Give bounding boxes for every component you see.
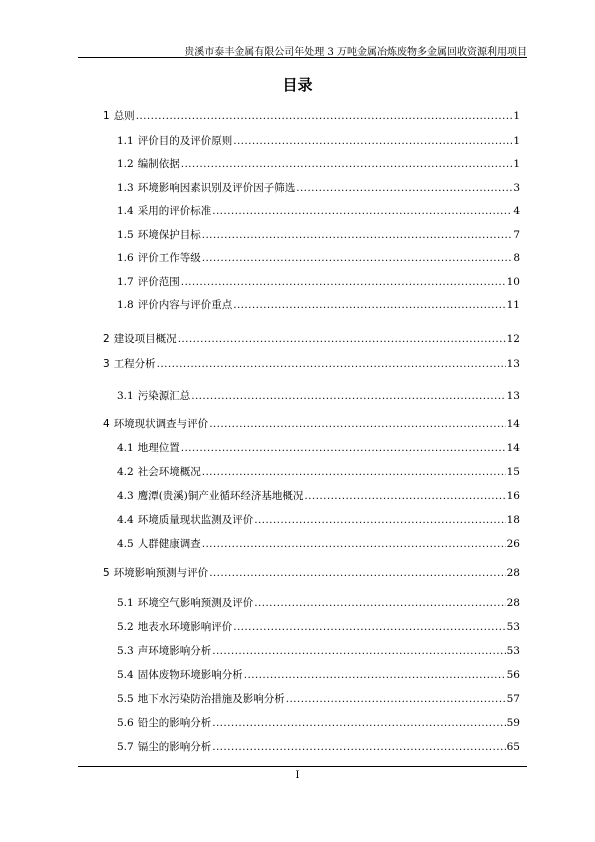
toc-entry[interactable] xyxy=(103,332,520,346)
toc-entry-page: 65 xyxy=(506,741,520,753)
header-text: 贵溪市泰丰金属有限公司年处理 3 万吨金属冶炼废物多金属回收资源利用项目 xyxy=(184,47,527,58)
toc-entry-label: 环境保护目标 xyxy=(137,229,201,241)
toc-entry-label: 建设项目概况 xyxy=(113,333,177,345)
toc-entry-number: 5.1 xyxy=(117,597,134,609)
toc-entry-number: 5.7 xyxy=(117,741,134,753)
toc-entry-page: 16 xyxy=(506,490,520,502)
toc-entry-page: 12 xyxy=(506,333,520,345)
toc-entry[interactable] xyxy=(117,537,520,551)
toc-entry-label: 环境影响因素识别及评价因子筛选 xyxy=(137,182,296,194)
toc-leader-dots xyxy=(212,716,505,730)
toc-entry-label: 鹰潭(贵溪)铜产业循环经济基地概况 xyxy=(137,490,304,502)
toc-entry[interactable] xyxy=(103,417,520,431)
toc-leader-dots xyxy=(202,465,506,479)
toc-leader-dots xyxy=(136,109,513,123)
toc-entry-page: 7 xyxy=(513,229,520,241)
toc-entry-label: 人群健康调查 xyxy=(137,538,201,550)
toc-entry[interactable] xyxy=(117,275,520,289)
toc-entry-label: 评价工作等级 xyxy=(137,252,201,264)
toc-entry[interactable] xyxy=(117,251,520,265)
toc-leader-dots xyxy=(254,513,505,527)
toc-leader-dots xyxy=(181,157,513,171)
toc-entry[interactable] xyxy=(117,620,520,634)
toc-entry-page: 28 xyxy=(506,597,520,609)
toc-entry-number: 3.1 xyxy=(117,390,134,402)
toc-entry-number: 4.1 xyxy=(117,442,134,454)
toc-entry[interactable] xyxy=(117,157,520,171)
toc-entry-label: 评价目的及评价原则 xyxy=(137,135,233,147)
toc-entry-number: 5 xyxy=(103,567,110,579)
toc-leader-dots xyxy=(178,332,506,346)
toc-entry-label: 地表水环境影响评价 xyxy=(137,621,233,633)
toc-entry-page: 11 xyxy=(506,299,520,311)
toc-entry-label: 评价范围 xyxy=(137,276,180,288)
toc-entry[interactable] xyxy=(117,513,520,527)
toc-entry-page: 14 xyxy=(506,418,520,430)
toc-entry-label: 环境影响预测与评价 xyxy=(113,567,209,579)
toc-entry-label: 编制依据 xyxy=(137,158,180,170)
toc-leader-dots xyxy=(202,228,513,242)
toc-entry[interactable] xyxy=(117,740,520,754)
toc-leader-dots xyxy=(212,204,512,218)
header-divider xyxy=(78,57,527,58)
toc-entry-page: 57 xyxy=(506,693,520,705)
toc-entry-label: 社会环境概况 xyxy=(137,466,201,478)
footer-page-number: I xyxy=(295,770,300,781)
toc-entry-page: 59 xyxy=(506,717,520,729)
toc-entry-page: 1 xyxy=(513,158,520,170)
toc-entry-number: 1.3 xyxy=(117,182,134,194)
toc-entry[interactable] xyxy=(117,204,520,218)
toc-entry-page: 53 xyxy=(506,621,520,633)
toc-entry-number: 4 xyxy=(103,418,110,430)
toc-entry[interactable] xyxy=(103,357,520,371)
toc-entry-number: 5.2 xyxy=(117,621,134,633)
toc-entry-label: 环境空气影响预测及评价 xyxy=(137,597,254,609)
toc-leader-dots xyxy=(233,620,505,634)
toc-entry[interactable] xyxy=(117,692,520,706)
toc-leader-dots xyxy=(304,489,505,503)
toc-leader-dots xyxy=(181,275,506,289)
toc-entry[interactable] xyxy=(117,134,520,148)
toc-entry-number: 1.7 xyxy=(117,276,134,288)
toc-entry-number: 1.1 xyxy=(117,135,134,147)
toc-entry-page: 14 xyxy=(506,442,520,454)
toc-entry-number: 5.4 xyxy=(117,669,134,681)
toc-entry-number: 1.8 xyxy=(117,299,134,311)
footer-divider xyxy=(78,766,527,767)
toc-entry-page: 3 xyxy=(513,182,520,194)
toc-entry-number: 1 xyxy=(103,110,110,122)
toc-entry[interactable] xyxy=(103,109,520,123)
toc-entry[interactable] xyxy=(117,716,520,730)
toc-entry-number: 5.3 xyxy=(117,645,134,657)
toc-entry-page: 1 xyxy=(513,110,520,122)
toc-entry[interactable] xyxy=(117,596,520,610)
toc-leader-dots xyxy=(244,668,506,682)
toc-entry-number: 4.3 xyxy=(117,490,134,502)
toc-entry-label: 污染源汇总 xyxy=(137,390,191,402)
toc-entry-number: 4.5 xyxy=(117,538,134,550)
toc-entry[interactable] xyxy=(117,668,520,682)
toc-entry-label: 环境现状调查与评价 xyxy=(113,418,209,430)
toc-leader-dots xyxy=(286,692,506,706)
toc-entry[interactable] xyxy=(117,228,520,242)
toc-entry-page: 28 xyxy=(506,567,520,579)
toc-leader-dots xyxy=(296,181,512,195)
toc-leader-dots xyxy=(181,441,506,455)
toc-entry-number: 4.4 xyxy=(117,514,134,526)
toc-entry-page: 18 xyxy=(506,514,520,526)
toc-entry-page: 10 xyxy=(506,276,520,288)
toc-entry-label: 采用的评价标准 xyxy=(137,205,212,217)
toc-entry-number: 1.2 xyxy=(117,158,134,170)
toc-leader-dots xyxy=(202,537,506,551)
toc-leader-dots xyxy=(233,298,505,312)
toc-entry-number: 5.6 xyxy=(117,717,134,729)
toc-title: 目录 xyxy=(282,76,313,94)
toc-entry-label: 地下水污染防治措施及影响分析 xyxy=(137,693,285,705)
toc-entry-page: 56 xyxy=(506,669,520,681)
toc-entry-number: 3 xyxy=(103,358,110,370)
toc-leader-dots xyxy=(212,740,505,754)
toc-entry[interactable] xyxy=(117,644,520,658)
toc-entry-page: 4 xyxy=(513,205,520,217)
toc-entry-label: 评价内容与评价重点 xyxy=(137,299,233,311)
toc-entry-number: 1.4 xyxy=(117,205,134,217)
toc-entry-number: 2 xyxy=(103,333,110,345)
toc-entry-label: 总则 xyxy=(113,110,135,122)
toc-entry-label: 声环境影响分析 xyxy=(137,645,212,657)
toc-leader-dots xyxy=(209,566,505,580)
toc-leader-dots xyxy=(191,389,505,403)
toc-entry-page: 1 xyxy=(513,135,520,147)
toc-entry-label: 固体废物环境影响分析 xyxy=(137,669,243,681)
toc-entry-label: 地理位置 xyxy=(137,442,180,454)
toc-entry[interactable] xyxy=(117,465,520,479)
toc-leader-dots xyxy=(209,417,505,431)
toc-entry-number: 1.6 xyxy=(117,252,134,264)
toc-entry[interactable] xyxy=(117,389,520,403)
toc-leader-dots xyxy=(254,596,505,610)
toc-entry-number: 4.2 xyxy=(117,466,134,478)
toc-entry-page: 13 xyxy=(506,358,520,370)
toc-entry[interactable] xyxy=(103,566,520,580)
toc-entry-page: 26 xyxy=(506,538,520,550)
toc-entry[interactable] xyxy=(117,298,520,312)
toc-entry[interactable] xyxy=(117,181,520,195)
toc-entry[interactable] xyxy=(117,489,520,503)
toc-entry-page: 13 xyxy=(506,390,520,402)
toc-entry-label: 工程分析 xyxy=(113,358,156,370)
toc-entry-label: 环境质量现状监测及评价 xyxy=(137,514,254,526)
toc-entry-label: 镉尘的影响分析 xyxy=(137,741,212,753)
toc-leader-dots xyxy=(233,134,512,148)
toc-entry-page: 8 xyxy=(513,252,520,264)
toc-entry-page: 53 xyxy=(506,645,520,657)
toc-leader-dots xyxy=(157,357,506,371)
toc-entry-number: 5.5 xyxy=(117,693,134,705)
toc-leader-dots xyxy=(212,644,505,658)
toc-leader-dots xyxy=(202,251,513,265)
toc-entry[interactable] xyxy=(117,441,520,455)
toc-entry-page: 15 xyxy=(506,466,520,478)
toc-entry-number: 1.5 xyxy=(117,229,134,241)
toc-entry-label: 铅尘的影响分析 xyxy=(137,717,212,729)
